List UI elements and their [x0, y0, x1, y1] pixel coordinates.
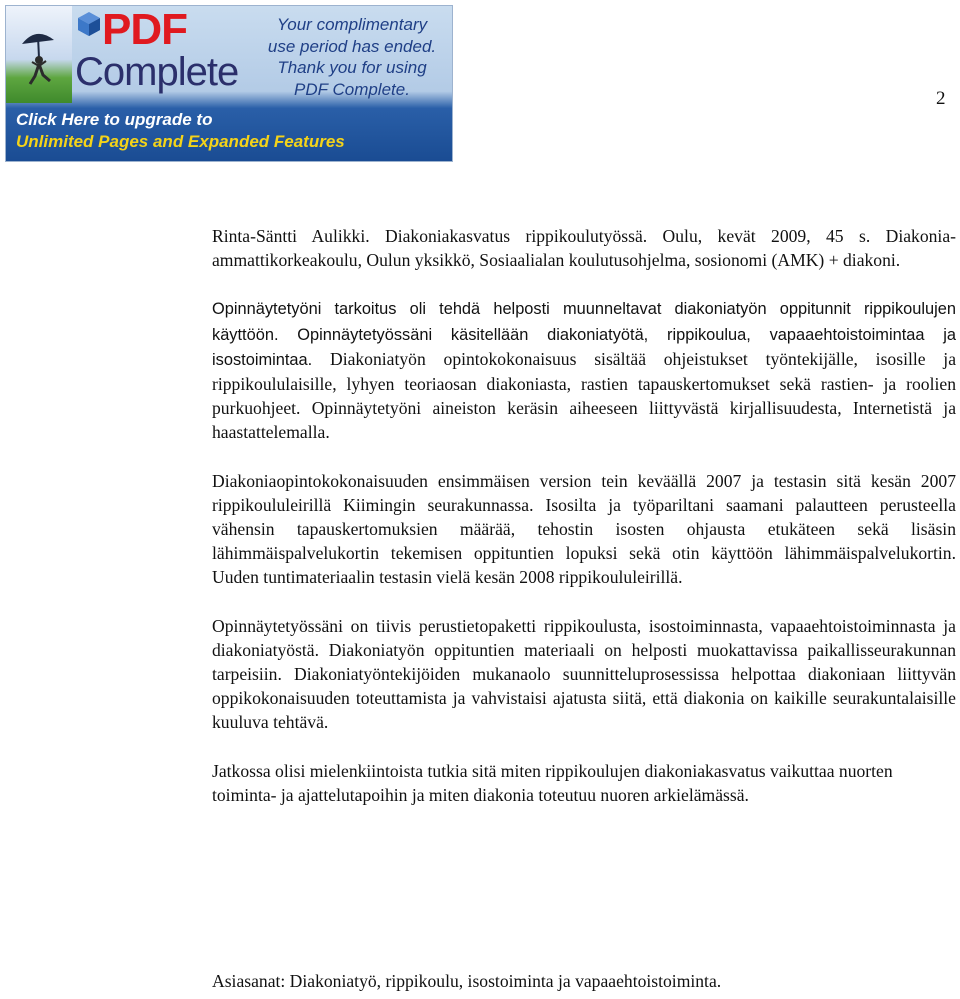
message-line: Your complimentary	[276, 15, 428, 34]
brand-complete-text: Complete	[75, 50, 239, 94]
abstract-body	[212, 224, 956, 831]
content-sentence: Diakoniatyön opintokokonaisuus sisältää ohjeistukset työntekijälle, isosille ja rippikoululaisille, lyhyen teoriaosan diakoniasta, rastien tapauskertomukset sekä rastien- ja roolien purkuohjeet. Opinnäytetyöni aineiston keräsin aiheeseen liittyvästä kirjallisuudesta, Internetistä ja haastattelemalla.	[212, 348, 956, 443]
pdf-logo-icon	[76, 10, 102, 55]
upgrade-cta-line-2[interactable]: Unlimited Pages and Expanded Features	[16, 132, 345, 151]
upgrade-link[interactable]	[16, 109, 345, 153]
pdf-complete-upgrade-banner[interactable]	[5, 5, 453, 162]
message-line: PDF Complete.	[294, 79, 410, 99]
trial-ended-message	[254, 14, 450, 100]
message-line: Thank you for using	[277, 58, 427, 77]
brand-pdf-text: PDF	[102, 5, 187, 54]
testing-paragraph: Diakoniaopintokokonaisuuden ensimmäisen version tein keväällä 2007 ja testasin sitä kesän 2007 rippikoululeirillä Kiimingin seurakunnassa. Isosilta ja työpariltani saamani palautteen perusteella vähensin tapauskertomuksien määrää, tehostin isosten ohjausta etukäteen sekä lisäsin lähimmäispalvelukortin tekemisen oppituntien lopuksi sekä otin käyttöön lähimmäispalvelukortin. Uuden tuntimateriaalin testasin vielä kesän 2008 rippikoululeirillä.	[212, 470, 956, 588]
future-research-paragraph: Jatkossa olisi mielenkiintoista tutkia sitä miten rippikoulujen diakoniakasvatus vaikuttaa nuorten toiminta- ja ajattelutapoihin ja miten diakonia toteutuu nuoren arkielämässä.	[212, 760, 893, 805]
upgrade-cta-line-1[interactable]: Click Here to upgrade to	[16, 110, 213, 129]
message-line: use period has ended.	[267, 36, 437, 56]
purpose-sentence: Opinnäytetyöni tarkoitus oli tehdä helposti muunneltavat diakoniatyön oppitunnit rippikoulujen käyttöön. Opinnäytetyössäni käsitellään diakoniatyötä, rippikoulua, vapaaehtoistoimintaa ja isostoimintaa.	[212, 300, 956, 369]
keywords-line: Asiasanat: Diakoniatyö, rippikoulu, isostoiminta ja vapaaehtoistoiminta.	[212, 971, 722, 991]
citation-paragraph: Rinta-Säntti Aulikki. Diakoniakasvatus rippikoulutyössä. Oulu, kevät 2009, 45 s. Diakonia-ammattikorkeakoulu, Oulun yksikkö, Sosiaalialan koulutusohjelma, sosionomi (AMK) + diakoni.	[212, 226, 956, 271]
umbrella-jumper-image	[6, 6, 72, 103]
page-number: 2	[936, 88, 946, 109]
purpose-paragraph	[212, 296, 956, 444]
results-paragraph: Opinnäytetyössäni on tiivis perustietopaketti rippikoulusta, isostoiminnasta, vapaaehtoistoiminnasta ja diakoniatyöstä. Diakoniatyön oppituntien materiaali on helposti muokattavissa paikallisseurakunnan tarpeisiin. Diakoniatyöntekijöiden mukanaolo suunnitteluprosessissa helpottaa diakoniaan liittyvän oppikokonaisuuden toteuttamista ja vahvistaisi ajatusta siitä, että diakonia on kaikille seurakuntalaisille kuuluva tehtävä.	[212, 615, 956, 733]
